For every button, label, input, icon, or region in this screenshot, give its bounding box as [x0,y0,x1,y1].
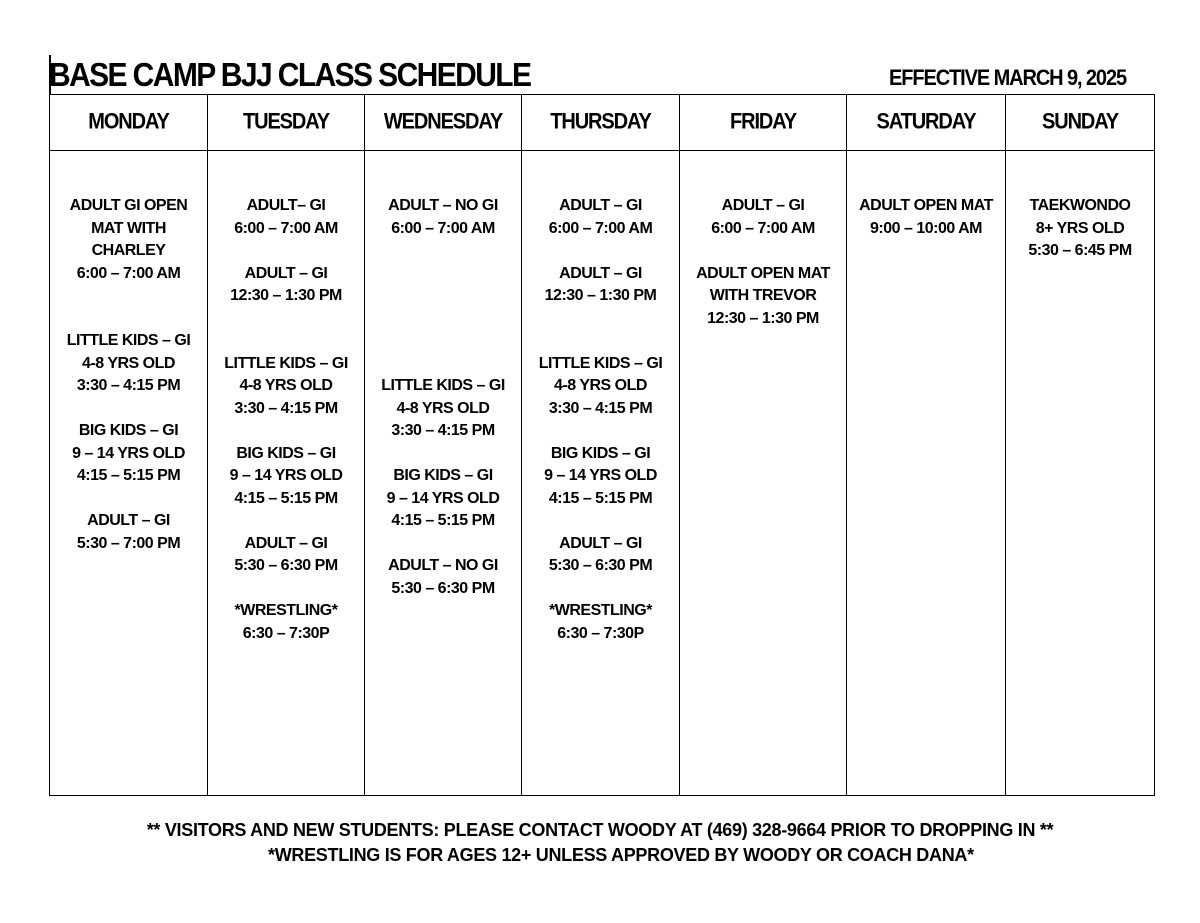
class-name: ADULT OPEN MAT [696,264,830,282]
class-block [210,263,362,308]
class-time: 4:15 – 5:15 PM [234,489,338,507]
class-name: ADULT– GI [246,197,326,214]
day-header-monday: MONDAY [50,95,208,151]
class-name: ADULT – NO GI [388,197,498,214]
class-block [210,353,362,421]
schedule-table [49,94,1155,796]
day-column-tuesday [208,151,365,796]
class-time: 3:30 – 4:15 PM [76,377,181,394]
class-age: 9 – 14 YRS OLD [229,467,343,484]
effective-date: EFFECTIVE MARCH 9, 2025 [889,66,1126,91]
class-block [682,195,844,240]
class-time: 4:15 – 5:15 PM [548,489,653,507]
class-block [524,600,677,645]
class-name: ADULT – NO GI [388,557,498,574]
class-time: 6:00 – 7:00 AM [548,219,653,237]
day-header-friday: FRIDAY [680,95,847,151]
class-name: ADULT – GI [87,512,170,529]
class-time: 6:00 – 7:00 AM [391,219,495,237]
class-name: MAT WITH [91,219,166,237]
class-age: 4-8 YRS OLD [82,354,175,372]
day-header-row [50,95,1155,151]
class-name: ADULT – GI [721,197,805,214]
class-block [524,263,677,308]
class-block [849,195,1003,240]
class-name: LITTLE KIDS – GI [224,354,348,372]
class-name: LITTLE KIDS – GI [538,354,663,372]
day-header-thursday: THURSDAY [522,95,680,151]
class-block [682,263,844,331]
class-name: BIG KIDS – GI [78,422,179,439]
class-time: 5:30 – 6:30 PM [234,557,338,574]
schedule-header [49,55,1154,95]
class-time: 9:00 – 10:00 AM [870,219,982,237]
class-time: 6:30 – 7:30P [557,624,644,642]
class-name: BIG KIDS – GI [236,444,336,462]
class-block [210,533,362,578]
class-name: BIG KIDS – GI [393,467,493,484]
class-time: 3:30 – 4:15 PM [548,399,653,417]
day-column-monday [50,151,208,796]
class-age: 4-8 YRS OLD [554,377,647,394]
class-name: LITTLE KIDS – GI [66,332,191,349]
class-age: 4-8 YRS OLD [396,399,490,417]
class-name: ADULT GI OPEN [69,197,188,214]
class-name: *WRESTLING* [549,602,652,619]
class-time: 12:30 – 1:30 PM [707,309,819,327]
class-name: ADULT – GI [559,197,642,214]
class-block [210,443,362,511]
schedule-row [50,151,1155,796]
class-age: 4-8 YRS OLD [239,377,333,394]
class-name: WITH TREVOR [709,287,817,304]
class-name: CHARLEY [91,242,166,259]
class-block [52,420,205,488]
class-name: LITTLE KIDS – GI [381,377,505,394]
class-age: 9 – 14 YRS OLD [544,467,657,484]
class-time: 5:30 – 7:00 PM [76,534,181,552]
day-column-thursday [522,151,680,796]
class-block [210,195,362,240]
class-name: ADULT – GI [244,534,328,552]
class-time: 4:15 – 5:15 PM [391,512,495,529]
day-header-sunday: SUNDAY [1006,95,1155,151]
class-time: 3:30 – 4:15 PM [391,422,495,439]
class-time: 12:30 – 1:30 PM [230,287,342,304]
class-time: 6:00 – 7:00 AM [711,219,815,237]
class-block [52,330,205,398]
class-time: 6:00 – 7:00 AM [76,264,181,282]
class-block [524,533,677,578]
class-time: 5:30 – 6:30 PM [548,557,653,574]
class-time: 3:30 – 4:15 PM [234,399,338,417]
class-name: BIG KIDS – GI [550,444,651,462]
class-time: 5:30 – 6:30 PM [391,579,495,597]
class-name: *WRESTLING* [234,602,338,619]
class-block [52,195,205,285]
class-name: ADULT – GI [559,534,642,552]
class-name: ADULT – GI [559,264,642,282]
day-column-wednesday [365,151,522,796]
class-age: 9 – 14 YRS OLD [72,444,185,462]
day-header-tuesday: TUESDAY [208,95,365,151]
class-block [524,195,677,240]
class-age: 8+ YRS OLD [1035,219,1125,237]
class-time: 5:30 – 6:45 PM [1028,242,1132,259]
class-block [210,600,362,645]
wrestling-notice: *WRESTLING IS FOR AGES 12+ UNLESS APPROVED BY WOODY OR COACH DANA* [268,845,974,865]
day-column-sunday [1006,151,1155,796]
class-time: 6:00 – 7:00 AM [234,219,338,237]
class-time: 4:15 – 5:15 PM [76,467,181,484]
class-time: 12:30 – 1:30 PM [544,287,657,304]
day-header-saturday: SATURDAY [847,95,1006,151]
day-column-friday [680,151,847,796]
day-column-saturday [847,151,1006,796]
class-block [367,465,519,533]
class-block [524,443,677,511]
class-name: ADULT OPEN MAT [859,197,993,214]
day-header-wednesday: WEDNESDAY [365,95,522,151]
class-time: 6:30 – 7:30P [242,624,330,642]
class-block [524,353,677,421]
class-block [367,375,519,443]
class-block [367,555,519,600]
visitor-notice: ** VISITORS AND NEW STUDENTS: PLEASE CONTACT WOODY AT (469) 328-9664 PRIOR TO DROPPING IN ** [146,820,1054,840]
class-block [1008,195,1152,263]
page-title: BASE CAMP BJJ CLASS SCHEDULE [49,57,531,94]
class-name: TAEKWONDO [1029,197,1131,214]
class-block [52,510,205,555]
class-block [367,195,519,240]
class-age: 9 – 14 YRS OLD [386,489,500,507]
class-name: ADULT – GI [244,264,328,282]
